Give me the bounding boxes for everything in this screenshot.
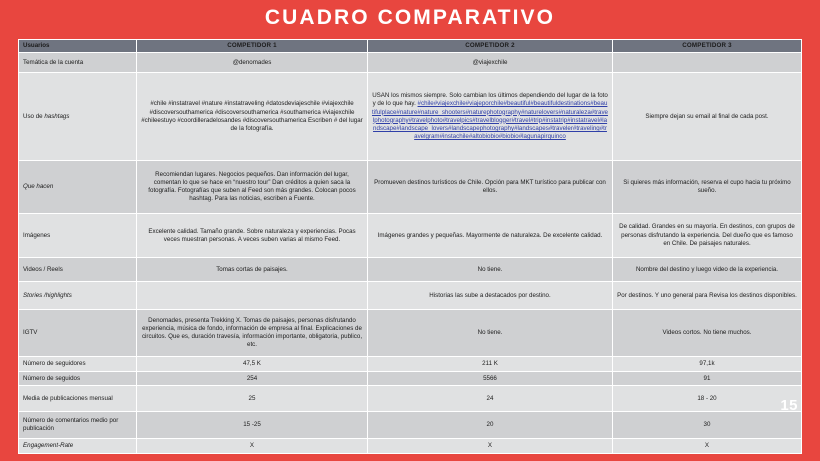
- row-label-comentarios-medio: Número de comentarios medio por publicación: [19, 412, 137, 439]
- cell-comentarios-competidor-3: 30: [613, 412, 802, 439]
- table-row: [19, 53, 802, 73]
- cell-tematica-competidor-1: @denomades: [137, 53, 368, 73]
- table-row: [19, 357, 802, 372]
- table-header: [19, 40, 802, 53]
- cell-que-hacen-competidor-3: Si quieres más información, reserva el cupo hacia tu próximo sueño.: [613, 161, 802, 214]
- cell-igtv-competidor-1: Denomades, presenta Trekking X. Tomas de paisajes, personas disfrutando experiencia, música de fondo, información de empresa al final. Explicaciones de circuitos. Que es, duración travesía, información importante, obligatoria, publico, etc.: [137, 310, 368, 357]
- table-row: [19, 73, 802, 161]
- cell-hashtags-competidor-2-links[interactable]: #chile#viajexchile#viajeporchile#beautiful#beautifuldestinations#beautifulplace#nature#nature_shooters#naturephotography#naturelovers#naturaleza#travelphotography#travelphoto#travelpics#travelblogger#travel#trip#instatrip#instatravel#landscape#landscape_lovers#landscapephotography#landscapes#traveler#traveling#travelgram#instachile#altobiobio#biobio#lagunapirquinco: [372, 100, 608, 141]
- comparison-table-container: [18, 39, 801, 454]
- cell-imagenes-competidor-1: Excelente calidad. Tamaño grande. Sobre naturaleza y experiencias. Pocas veces muestran personas. A veces suben varias al mismo Feed.: [137, 214, 368, 258]
- cell-seguidores-competidor-2: 211 K: [368, 357, 613, 372]
- row-label-imagenes: Imágenes: [19, 214, 137, 258]
- cell-imagenes-competidor-2: Imágenes grandes y pequeñas. Mayormente de naturaleza. De excelente calidad.: [368, 214, 613, 258]
- row-label-videos-reels: Videos / Reels: [19, 258, 137, 282]
- page-title: CUADRO COMPARATIVO: [264, 6, 556, 29]
- table-row: [19, 310, 802, 357]
- table-row: [19, 282, 802, 310]
- cell-videos-competidor-1: Tomas cortas de paisajes.: [137, 258, 368, 282]
- cell-imagenes-competidor-3: De calidad. Grandes en su mayoría. En destinos, con grupos de personas disfrutando la experiencia. Del dueño que es famoso en Chile. De paisajes naturales.: [613, 214, 802, 258]
- cell-media-competidor-3: 18 - 20: [613, 386, 802, 412]
- table-header-row: [19, 40, 802, 53]
- cell-hashtags-competidor-2-intro: USAN los mismos siempre. Solo cambian los últimos dependiendo del lugar de la foto y de lo que hay.: [372, 92, 608, 108]
- table-row: [19, 439, 802, 454]
- cell-engagement-competidor-1: X: [137, 439, 368, 454]
- column-header-competidor-1: COMPETIDOR 1: [137, 40, 368, 53]
- cell-seguidores-competidor-1: 47,5 K: [137, 357, 368, 372]
- row-label-stories: Stories /highlights: [19, 282, 137, 310]
- cell-engagement-competidor-3: X: [613, 439, 802, 454]
- table-row: [19, 214, 802, 258]
- column-header-competidor-3: COMPETIDOR 3: [613, 40, 802, 53]
- cell-seguidores-competidor-3: 97,1k: [613, 357, 802, 372]
- cell-tematica-competidor-3: [613, 53, 802, 73]
- cell-videos-competidor-3: Nombre del destino y luego video de la experiencia.: [613, 258, 802, 282]
- cell-engagement-competidor-2: X: [368, 439, 613, 454]
- row-label-igtv: IGTV: [19, 310, 137, 357]
- cell-comentarios-competidor-1: 15 -25: [137, 412, 368, 439]
- row-label-hashtags-plain: Uso de: [23, 112, 45, 120]
- cell-tematica-competidor-2: @viajexchile: [368, 53, 613, 73]
- cell-que-hacen-competidor-2: Promueven destinos turísticos de Chile. Opción para MKT turístico para publicar con ellos.: [368, 161, 613, 214]
- cell-hashtags-competidor-2: [368, 73, 613, 161]
- row-label-engagement-rate: Engagement-Rate: [19, 439, 137, 454]
- row-label-numero-seguidos: Número de seguidos: [19, 372, 137, 386]
- cell-igtv-competidor-3: Videos cortos. No tiene muchos.: [613, 310, 802, 357]
- cell-stories-competidor-1: [137, 282, 368, 310]
- row-label-hashtags: [19, 73, 137, 161]
- cell-stories-competidor-2: Historias las sube a destacados por destino.: [368, 282, 613, 310]
- cell-que-hacen-competidor-1: Recomiendan lugares. Negocios pequeños. Dan información del lugar, comentan lo que se hace en “nuestro tour” Dan créditos a quien saca la fotografía. Fotografías que suben al Feed son más grandes. Colocan pocos hashtag. Para las noticias, escriben a Fuente.: [137, 161, 368, 214]
- cell-comentarios-competidor-2: 20: [368, 412, 613, 439]
- row-label-hashtags-italic: hashtags: [44, 112, 70, 120]
- cell-videos-competidor-2: No tiene.: [368, 258, 613, 282]
- column-header-usuarios: Usuarios: [19, 40, 137, 53]
- cell-media-competidor-1: 25: [137, 386, 368, 412]
- table-body: [19, 53, 802, 454]
- table-row: [19, 258, 802, 282]
- cell-hashtags-competidor-1: #chile #instatravel #nature #instatraveling #datosdeviajeschile #viajexchile #discoversouthamerica #discoversouthamerica #southamerica #viajexchile #chileestuyo #coordilleradelosandes #discoversouthamerica Escriben # del lugar de la fotografía.: [137, 73, 368, 161]
- cell-media-competidor-2: 24: [368, 386, 613, 412]
- page-number: 15: [780, 397, 798, 414]
- row-label-media-publicaciones: Media de publicaciones mensual: [19, 386, 137, 412]
- cell-seguidos-competidor-3: 91: [613, 372, 802, 386]
- table-row: [19, 161, 802, 214]
- row-label-tematica: Temática de la cuenta: [19, 53, 137, 73]
- column-header-competidor-2: COMPETIDOR 2: [368, 40, 613, 53]
- cell-hashtags-competidor-3: Siempre dejan su email al final de cada post.: [613, 73, 802, 161]
- row-label-numero-seguidores: Número de seguidores: [19, 357, 137, 372]
- cell-seguidos-competidor-2: 5566: [368, 372, 613, 386]
- cell-igtv-competidor-2: No tiene.: [368, 310, 613, 357]
- cell-seguidos-competidor-1: 254: [137, 372, 368, 386]
- table-row: [19, 412, 802, 439]
- comparison-table: [18, 39, 802, 454]
- row-label-que-hacen: Que hacen: [19, 161, 137, 214]
- cell-stories-competidor-3: Por destinos. Y uno general para Revisa los destinos disponibles.: [613, 282, 802, 310]
- table-row: [19, 372, 802, 386]
- table-row: [19, 386, 802, 412]
